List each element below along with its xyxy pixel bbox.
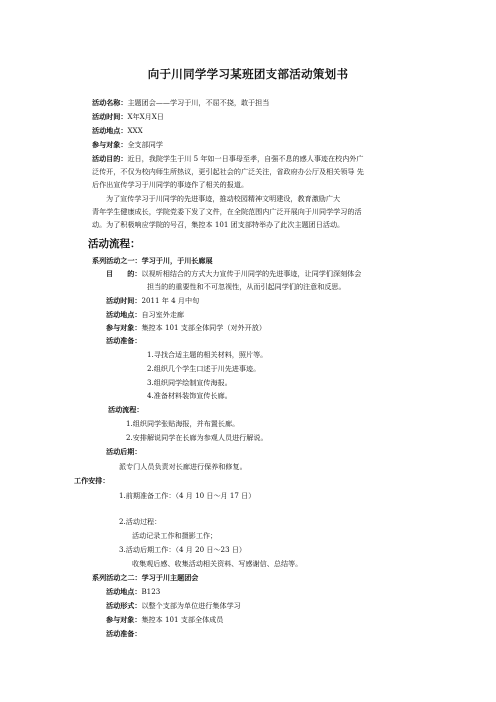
field-label: 活动时间： — [106, 296, 142, 305]
field-label: 参与对象： — [106, 615, 142, 624]
work-item-2: 2.活动过程： — [119, 517, 162, 526]
field-label: 活动名称： — [92, 98, 128, 107]
series1-prep-item: 3.组织同学绘制宣传海报。 — [147, 378, 232, 387]
purpose-line: 泛传开，不仅为校内师生所热议，更引起社会的广泛关注，省政府办公厅及相关领导 先 — [92, 167, 364, 176]
intro-activity-time — [92, 112, 164, 121]
series1-after-label: 活动后期： — [106, 447, 142, 456]
series2-prep-label: 活动准备： — [106, 629, 142, 638]
series1-purpose-cont: 担当的的重要性和不可忽视性，从而引起同学们的注意和反思。 — [147, 282, 346, 291]
series1-prep-label: 活动准备： — [106, 336, 142, 345]
purpose-line: 后作出宣传学习于川同学的事迹作了相关的报道。 — [92, 180, 249, 189]
field-value: 集控本 101 支部全体同学（对外开放） — [141, 323, 266, 332]
field-value: 2011 年 4 月中旬 — [141, 296, 200, 305]
series1-prep-item: 1.寻找合适主题的相关材料，照片等。 — [147, 350, 268, 359]
series2-place — [106, 587, 160, 596]
field-label: 参与对象： — [92, 140, 128, 149]
field-label: 参与对象： — [106, 323, 142, 332]
purpose-line: 为了宣传学习于川同学的先进事迹，推动校园精神文明建设，教育激励广大 — [106, 194, 341, 203]
series2-participants — [106, 615, 223, 624]
work-item-3-sub: 收集观后感、收集活动相关资料、写感谢信、总结等。 — [132, 559, 303, 568]
field-label: 活动时间： — [92, 112, 128, 121]
field-value: 自习室外走廊 — [141, 310, 185, 319]
series2-title: 系列活动之二：学习于川主题团会 — [92, 573, 199, 582]
document-title: 向于川同学学习某班团支部活动策划书 — [147, 67, 349, 81]
intro-activity-name — [92, 98, 269, 107]
field-value: B123 — [141, 587, 161, 596]
field-value: X年X月X日 — [127, 112, 164, 121]
field-value: 以视听相结合的方式大力宣传于川同学的先进事迹，让同学们深刻体会 — [141, 269, 362, 278]
series1-prep-item: 2.组织几个学生口述于川先进事迹。 — [147, 364, 261, 373]
field-label: 活动地点： — [106, 310, 142, 319]
intro-participants — [92, 140, 163, 149]
series1-purpose — [106, 269, 361, 278]
field-value: 以整个支部为单位进行集体学习 — [141, 601, 241, 610]
field-value: XXX — [127, 126, 143, 135]
series1-process-item: 2.安排解说同学在长廊为参观人员进行解说。 — [126, 433, 268, 442]
series1-process-label: 活动流程： — [108, 405, 144, 414]
field-label: 活动形式： — [106, 601, 142, 610]
field-label: 活动地点： — [106, 587, 142, 596]
work-label: 工作安排： — [74, 476, 110, 485]
intro-purpose — [92, 154, 364, 163]
series1-process-item: 1.组织同学张贴海报，并布置长廊。 — [126, 419, 240, 428]
series1-time — [106, 296, 199, 305]
flow-heading: 活动流程： — [88, 238, 141, 250]
work-item-1: 1.前期准备工作：（4 月 10 日～月 17 日） — [119, 491, 256, 500]
field-value: 全支部同学 — [127, 140, 163, 149]
field-label: 活动地点： — [92, 126, 128, 135]
work-item-2-sub: 活动记录工作和摄影工作； — [132, 531, 218, 540]
field-label: 目 的： — [106, 269, 142, 278]
field-value: 主题团会——学习于川，不屈不挠，敢于担当 — [127, 98, 270, 107]
work-item-3: 3.活动后期工作：（4 月 20 日～23 日） — [119, 545, 247, 554]
series1-title: 系列活动之一：学习于川，于川长廊展 — [92, 256, 213, 265]
series1-participants — [106, 323, 266, 332]
purpose-line: 青年学生健康成长，学院党委下发了文件，在全院范围内广泛开展向于川同学学习的活 — [92, 207, 362, 216]
series1-after-text: 派专门人员负责对长廊进行保养和修复。 — [119, 462, 247, 471]
field-value: 集控本 101 支部全体成员 — [141, 615, 224, 624]
intro-activity-place — [92, 126, 143, 135]
purpose-line: 动。为了积极响应学院的号召，集控本 101 团支部特举办了此次主题团日活动。 — [92, 220, 345, 229]
series1-place — [106, 310, 184, 319]
series1-prep-item: 4.准备材料装饰宣传长廊。 — [147, 391, 232, 400]
field-label: 活动目的： — [92, 154, 128, 163]
field-value: 近日，我院学生于川 5 年如一日事母至孝，自强不息的感人事迹在校内外广 — [127, 154, 364, 163]
series2-form — [106, 601, 241, 610]
